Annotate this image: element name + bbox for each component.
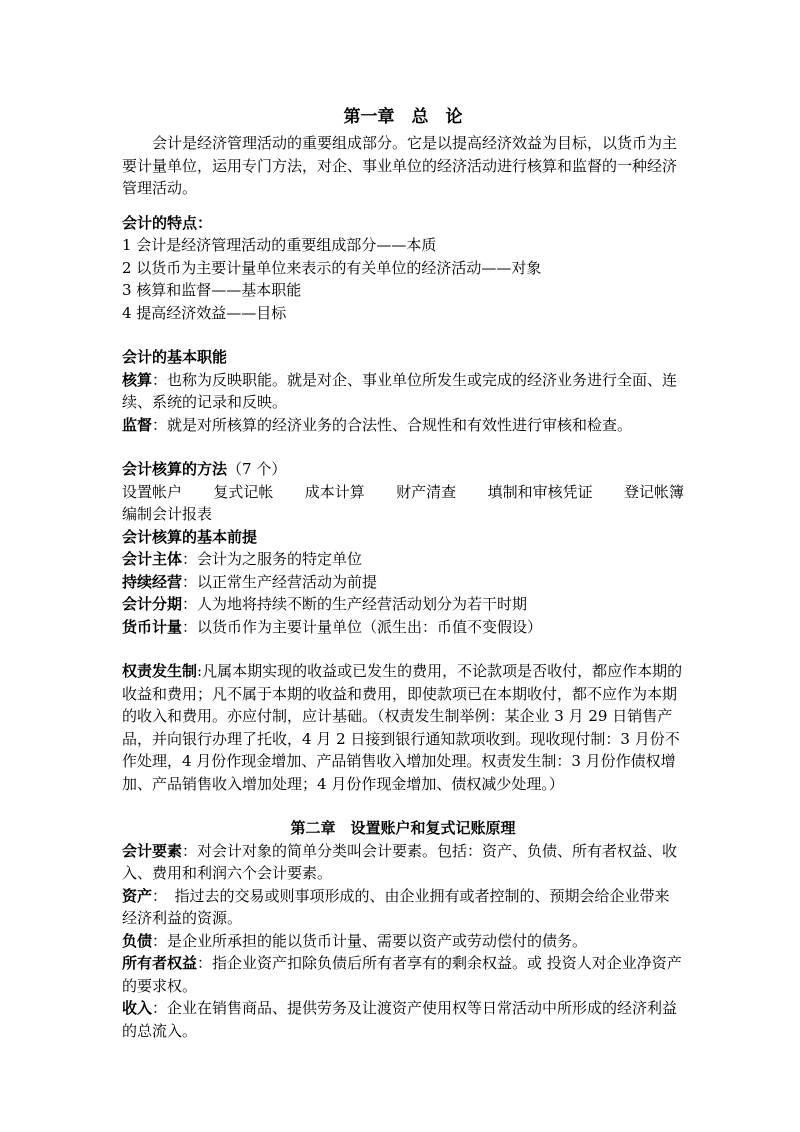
premise-item [122,593,684,616]
element-item [122,997,684,1042]
term-text: ：对会计对象的简单分类叫会计要素。包括：资产、负债、所有者权益、收入、费用和利润六个会计要素。 [122,841,678,882]
methods-heading [122,458,684,481]
function-accounting [122,369,684,414]
term-label: 权责发生制 [122,662,198,680]
term-label: 收入 [122,999,153,1017]
element-item [122,840,684,885]
element-item [122,885,684,930]
feature-item: 4 提高经济效益——目标 [122,303,287,322]
premise-item [122,616,684,639]
feature-item: 3 核算和监督——基本职能 [122,281,302,299]
method-item: 登记帐簿 [623,482,684,501]
term-text: ：以货币作为主要计量单位（派生出：币值不变假设） [182,617,543,636]
term-text: ：是企业所承担的能以货币计量、需要以资产或劳动偿付的债务。 [152,931,588,950]
functions-heading: 会计的基本职能 [122,348,228,366]
premise-item [122,571,684,594]
method-item-last: 编制会计报表 [122,505,213,523]
feature-item: 2 以货币为主要计量单位来表示的有关单位的经济活动——对象 [122,258,542,277]
term-label: 负债 [122,931,153,950]
term-label: 所有者权益 [122,954,198,972]
feature-item: 1 会计是经济管理活动的重要组成部分——本质 [122,236,437,254]
premises-heading: 会计核算的基本前提 [122,527,258,546]
methods-heading-label: 会计核算的方法 [122,460,228,478]
term-label: 资产 [122,886,153,905]
term-label: 会计分期 [122,595,183,613]
method-item: 填制和审核凭证 [487,482,593,501]
document-page [122,104,684,1042]
term-label: 会计主体 [122,550,183,568]
element-item [122,952,684,997]
function-supervision [122,414,684,437]
methods-count: （7 个） [227,460,287,478]
term-text: :凡属本期实现的收益或已发生的费用，不论款项是否收付，都应作本期的收益和费用；凡不属于本期的收益和费用，即使款项已在本期收付，都不应作为本期的收入和费用。亦应付制，应计基础。（权责发生制举例：某企业 3 月 29 日销售产品，并向银行办理了托收，4 月 2 日接到银行通知款项收到。现收现付制：3 月份不作处理，4 月份作现金增加、产品销售收入增加处理。权责发生制：3 月份作债权增加、产品销售收入增加处理；4 月份作现金增加、债权减少处理。） [122,662,683,793]
method-item: 设置帐户 [122,482,183,501]
term-label: 会计要素 [122,841,183,860]
chapter1-intro: 会计是经济管理活动的重要组成部分。它是以提高经济效益为目标，以货币为主要计量单位，运用专门方法，对企、事业单位的经济活动进行核算和监督的一种经济管理活动。 [122,134,678,197]
method-item: 成本计算 [304,482,365,501]
term-label: 监督 [122,415,153,434]
term-text: ： 指过去的交易或则事项形成的、由企业拥有或者控制的、预期会给企业带来经济利益的资源。 [122,886,670,927]
element-item [122,930,684,953]
method-item: 复式记帐 [213,482,274,501]
term-label: 核算 [122,370,153,389]
features-heading: 会计的特点： [122,213,213,232]
chapter1-title: 第一章 总 论 [343,107,463,127]
chapter2-title: 第二章 设置账户和复式记账原理 [290,819,516,837]
premise-item [122,548,684,571]
term-label: 持续经营 [122,572,183,591]
method-item: 财产清查 [396,482,457,501]
term-text: ：以正常生产经营活动为前提 [182,572,378,591]
term-text: ：会计为之服务的特定单位 [182,550,363,568]
term-text: ：人为地将持续不断的生产经营活动划分为若干时期 [182,595,528,613]
accrual-paragraph [122,660,684,795]
term-text: ：就是对所核算的经济业务的合法性、合规性和有效性进行审核和检查。 [152,415,633,434]
term-text: ：企业在销售商品、提供劳务及让渡资产使用权等日常活动中所形成的经济利益的总流入。 [122,999,678,1040]
term-text: ：也称为反映职能。就是对企、事业单位所发生或完成的经济业务进行全面、连续、系统的记录和反映。 [122,370,678,411]
methods-list [122,481,684,504]
term-text: ：指企业资产扣除负债后所有者享有的剩余权益。或 投资人对企业净资产的要求权。 [122,954,682,995]
term-label: 货币计量 [122,617,183,636]
